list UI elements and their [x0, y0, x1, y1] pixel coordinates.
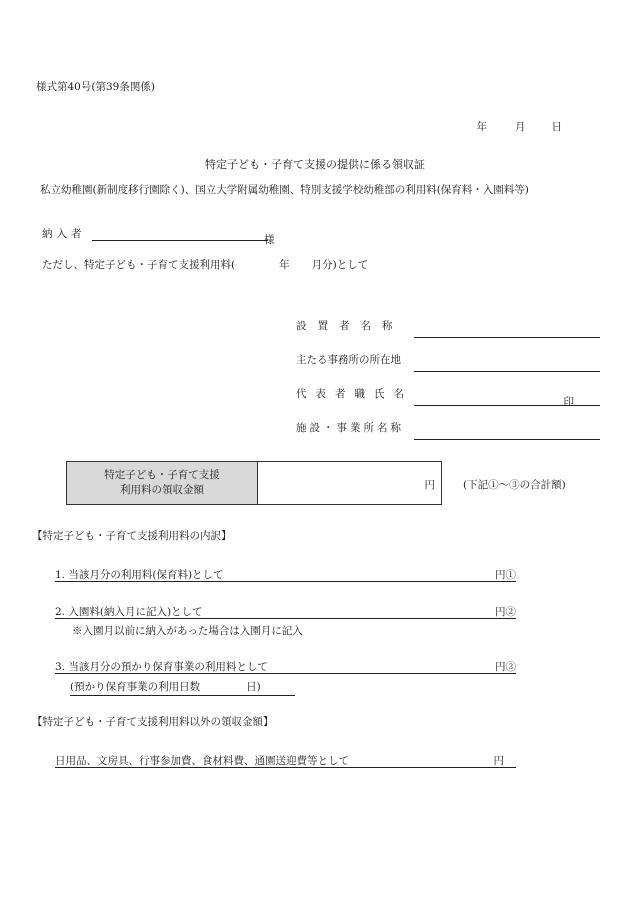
breakdown-item-3-line	[55, 673, 516, 674]
provider-representative-label: 代表者職氏名	[296, 388, 413, 400]
document-subtitle: 私立幼稚園(新制度移行園除く)、国立大学附属幼稚園、特別支援学校幼稚部の利用料(保育料・入園料等)	[40, 184, 529, 196]
date-day-label: 日	[551, 121, 562, 133]
payer-honorific: 様	[264, 234, 275, 246]
form-number: 様式第40号(第39条関係)	[36, 81, 155, 93]
amount-box-label-line2: 利用料の領収金額	[120, 484, 204, 496]
amount-box-value[interactable]	[258, 462, 441, 504]
amount-box-yen: 円	[424, 479, 435, 491]
other-heading: 【特定子ども・子育て支援利用料以外の領収金額】	[32, 716, 274, 728]
breakdown-item-1-line	[55, 581, 516, 582]
other-item-yen: 円	[493, 755, 504, 767]
provider-representative-row[interactable]	[296, 386, 600, 408]
breakdown-item-3-note[interactable]	[70, 679, 295, 696]
amount-box	[66, 461, 442, 505]
date-field	[477, 119, 563, 134]
breakdown-heading: 【特定子ども・子育て支援利用料の内訳】	[32, 530, 232, 542]
breakdown-item-3-note-text: (預かり保育事業の利用日数	[70, 681, 201, 693]
facility-name-row[interactable]	[296, 420, 600, 442]
amount-box-label	[67, 462, 258, 504]
however-year: 年	[279, 259, 290, 271]
breakdown-item-2-note: ※入園月以前に納入があった場合は入園月に記入	[72, 625, 303, 637]
amount-box-label-line1: 特定子ども・子育て支援	[104, 469, 220, 481]
breakdown-item-3-text: 3. 当該月分の預かり保育事業の利用料として	[55, 661, 268, 673]
however-line	[42, 257, 368, 272]
date-year-label: 年	[476, 121, 487, 133]
breakdown-item-2-text: 2. 入園料(納入月に記入)として	[55, 606, 203, 618]
however-prefix: ただし、特定子ども・子育て支援利用料(	[42, 259, 236, 271]
provider-address-row[interactable]	[296, 352, 600, 374]
provider-name-line	[414, 337, 600, 338]
date-month-label: 月	[515, 121, 526, 133]
provider-representative-line	[414, 405, 600, 406]
provider-address-line	[414, 371, 600, 372]
provider-name-row[interactable]	[296, 318, 600, 340]
facility-name-label: 施設・事業所名称	[296, 422, 404, 434]
facility-name-line	[414, 439, 600, 440]
payer-label: 納入者	[42, 228, 86, 240]
provider-address-label: 主たる事務所の所在地	[296, 354, 401, 366]
breakdown-item-1-yen: 円①	[495, 569, 516, 581]
breakdown-item-2-yen: 円②	[495, 606, 516, 618]
payer-name-line[interactable]	[92, 240, 268, 241]
document-title: 特定子ども・子育て支援の提供に係る領収証	[205, 158, 425, 171]
breakdown-item-1-text: 1. 当該月分の利用料(保育料)として	[55, 569, 224, 581]
amount-box-note: (下記①～③の合計額)	[463, 479, 566, 491]
provider-name-label: 設置者名称	[296, 320, 404, 332]
breakdown-item-3-note-suffix: 日)	[246, 681, 261, 693]
seal-mark: 印	[563, 396, 574, 408]
other-item-text: 日用品、文房具、行事参加費、食材料費、通園送迎費等として	[55, 755, 349, 767]
breakdown-item-3-yen: 円③	[495, 661, 516, 673]
breakdown-item-2-line	[55, 618, 516, 619]
however-month-suffix: 月分)として	[311, 259, 369, 271]
other-item-line	[55, 767, 516, 768]
